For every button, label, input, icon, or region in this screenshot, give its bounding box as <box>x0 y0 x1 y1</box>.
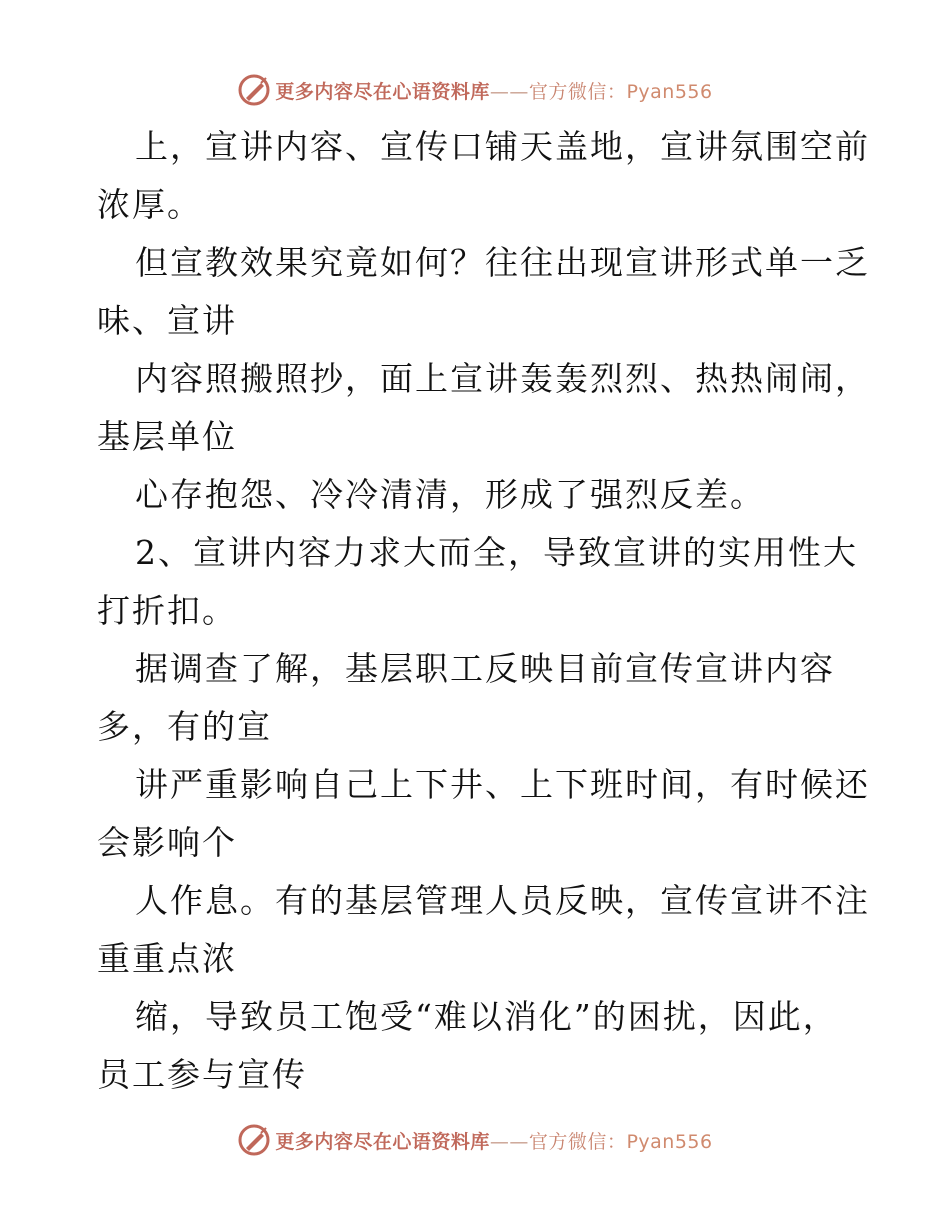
watermark-text <box>275 77 712 104</box>
text-line: 但宣教效果究竟如何？往往出现宣讲形式单一乏 <box>135 243 870 282</box>
text-line: 上，宣讲内容、宣传口铺天盖地，宣讲氛围空前 <box>135 127 870 166</box>
text-line: 重重点浓 <box>97 939 237 978</box>
text-line: 打折扣。 <box>97 591 237 630</box>
text-line: 味、宣讲 <box>97 301 237 340</box>
watermark-wechat-label: 官方微信： <box>528 1130 627 1153</box>
watermark-wechat-label: 官方微信： <box>528 80 627 103</box>
watermark-brand: 更多内容尽在心语资料库 <box>275 1130 490 1153</box>
quill-logo-icon <box>237 1123 271 1157</box>
text-line: 人作息。有的基层管理人员反映，宣传宣讲不注 <box>135 881 870 920</box>
quill-logo-icon <box>237 73 271 107</box>
text-line: 会影响个 <box>97 823 237 862</box>
text-line: 浓厚。 <box>97 185 202 224</box>
watermark-text <box>275 1127 712 1154</box>
watermark-wechat-id: Pyan556 <box>626 80 713 103</box>
text-line: 讲严重影响自己上下井、上下班时间，有时候还 <box>135 765 870 804</box>
footer-watermark <box>0 1120 950 1160</box>
watermark-brand: 更多内容尽在心语资料库 <box>275 80 490 103</box>
document-body <box>97 118 870 1104</box>
text-line: 基层单位 <box>97 417 237 456</box>
watermark-wechat-id: Pyan556 <box>626 1130 713 1153</box>
text-line: 员工参与宣传 <box>97 1055 307 1094</box>
text-line: 2、宣讲内容力求大而全，导致宣讲的实用性大 <box>135 533 858 572</box>
text-line: 缩，导致员工饱受“难以消化”的困扰，因此， <box>135 997 838 1036</box>
text-line: 内容照搬照抄，面上宣讲轰轰烈烈、热热闹闹， <box>135 359 870 398</box>
text-line: 心存抱怨、冷冷清清，形成了强烈反差。 <box>135 475 765 514</box>
watermark-separator: —— <box>489 1130 529 1153</box>
text-line: 多，有的宣 <box>97 707 272 746</box>
text-line: 据调查了解，基层职工反映目前宣传宣讲内容 <box>135 649 835 688</box>
watermark-separator: —— <box>489 80 529 103</box>
header-watermark <box>0 70 950 110</box>
